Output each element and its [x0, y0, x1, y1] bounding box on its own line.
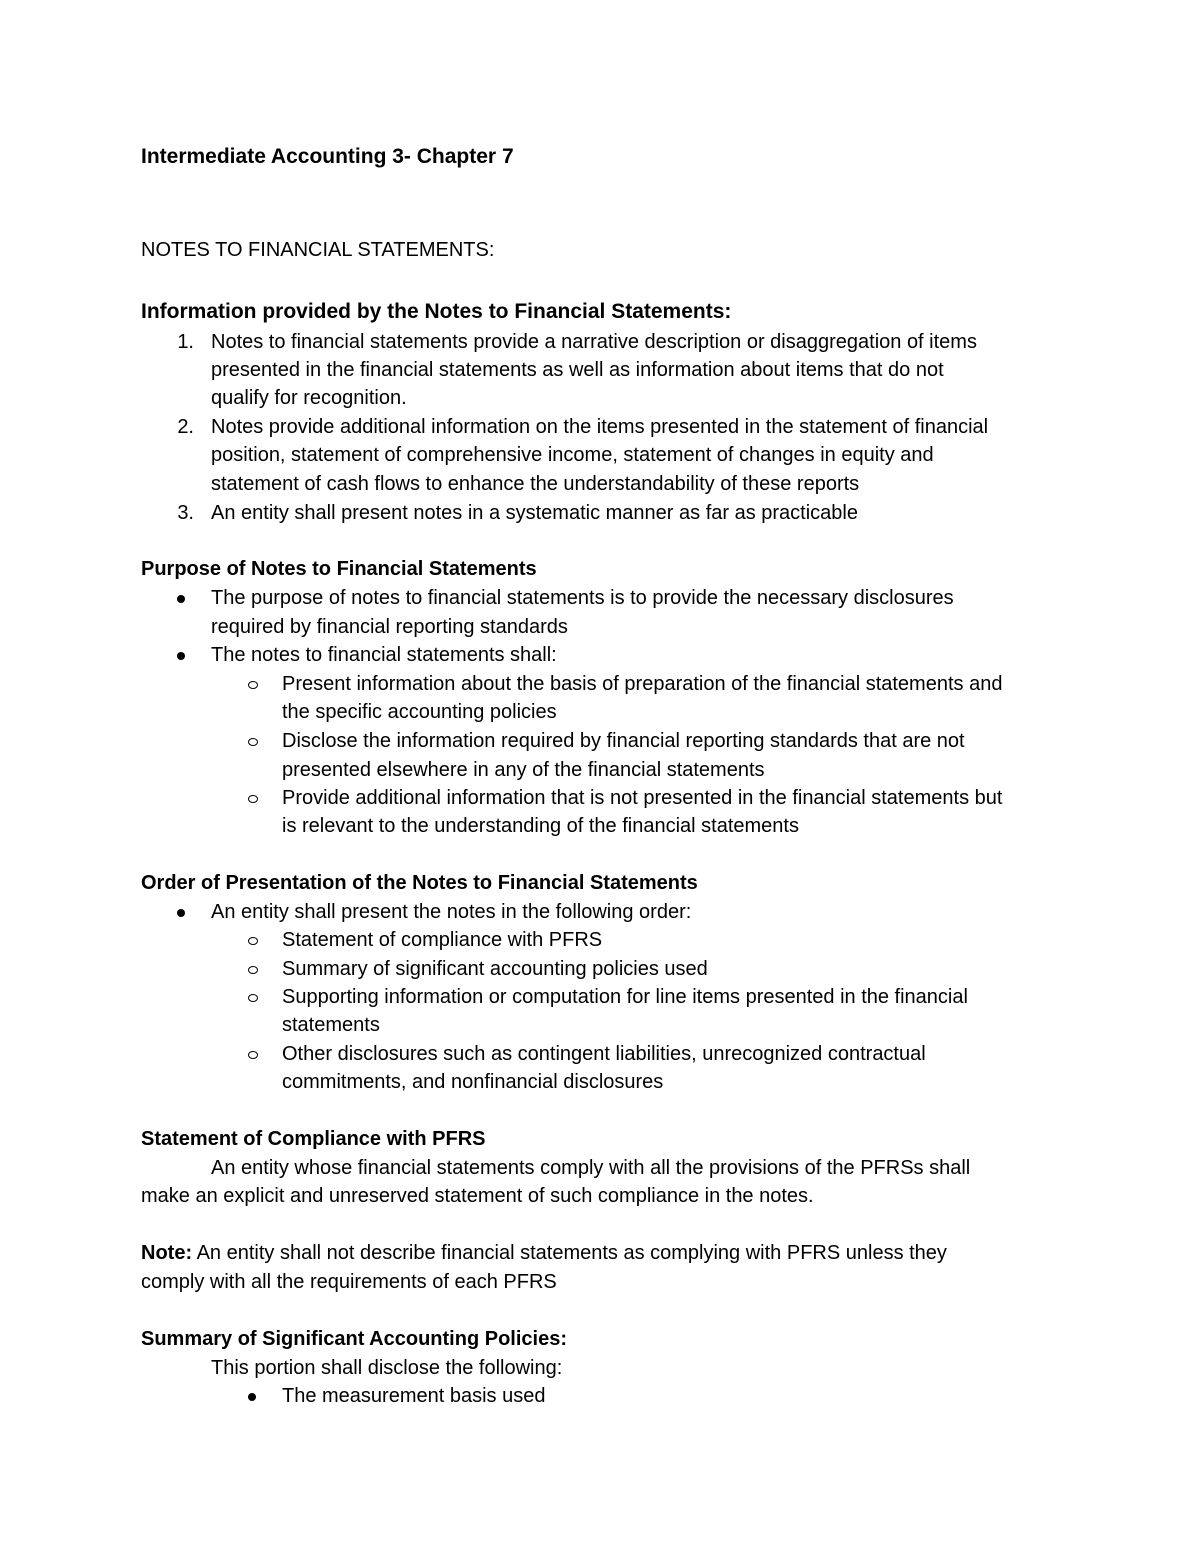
list-item-text: Notes to financial statements provide a narrative description or disaggregation of items — [211, 331, 977, 353]
bullet-circle-icon — [248, 937, 258, 945]
bullet-text: The measurement basis used — [282, 1385, 546, 1407]
summary-section-heading: Summary of Significant Accounting Policies: — [141, 1328, 567, 1350]
bullet-circle-icon — [248, 681, 258, 689]
list-item-text: Notes provide additional information on the items presented in the statement of financial — [211, 416, 989, 438]
list-number: 3. — [177, 502, 194, 524]
bullet-text: The notes to financial statements shall: — [211, 644, 557, 666]
bullet-circle-icon — [248, 994, 258, 1002]
paragraph-line: make an explicit and unreserved statement of such compliance in the notes. — [141, 1185, 814, 1207]
bullet-circle-icon — [248, 1051, 258, 1059]
sub-bullet-text: Disclose the information required by financial reporting standards that are not — [282, 730, 965, 752]
bullet-text: The purpose of notes to financial statements is to provide the necessary disclosures — [211, 587, 954, 609]
sub-bullet-text: Supporting information or computation for line items presented in the financial — [282, 986, 968, 1008]
bullet-disc-icon — [177, 909, 185, 917]
list-number: 1. — [177, 331, 194, 353]
sub-bullet-text: Provide additional information that is not presented in the financial statements but — [282, 787, 1003, 809]
summary-intro: This portion shall disclose the following: — [211, 1357, 563, 1379]
sub-bullet-text: is relevant to the understanding of the financial statements — [282, 815, 799, 837]
list-item-text: statement of cash flows to enhance the understandability of these reports — [211, 473, 860, 495]
list-number: 2. — [177, 416, 194, 438]
sub-bullet-text: presented elsewhere in any of the financial statements — [282, 759, 765, 781]
bullet-disc-icon — [177, 652, 185, 660]
sub-bullet-text: Summary of significant accounting policies used — [282, 958, 708, 980]
sub-bullet-text: statements — [282, 1014, 380, 1036]
course-title: Intermediate Accounting 3- Chapter 7 — [141, 145, 514, 168]
bullet-disc-icon — [177, 595, 185, 603]
bullet-circle-icon — [248, 795, 258, 803]
bullet-disc-icon — [248, 1393, 256, 1401]
paragraph-line: An entity whose financial statements comply with all the provisions of the PFRSs shall — [211, 1157, 971, 1179]
bullet-text: required by financial reporting standards — [211, 616, 568, 638]
list-item-text: An entity shall present notes in a systematic manner as far as practicable — [211, 502, 858, 524]
note-text: comply with all the requirements of each PFRS — [141, 1271, 557, 1293]
list-item-text: qualify for recognition. — [211, 387, 407, 409]
sub-bullet-text: commitments, and nonfinancial disclosures — [282, 1071, 664, 1093]
sub-bullet-text: Present information about the basis of preparation of the financial statements and — [282, 673, 1003, 695]
note-label: Note: — [141, 1242, 193, 1264]
sub-bullet-text: the specific accounting policies — [282, 701, 557, 723]
list-item-text: presented in the financial statements as well as information about items that do not — [211, 359, 944, 381]
sub-bullet-text: Other disclosures such as contingent liabilities, unrecognized contractual — [282, 1043, 926, 1065]
order-section-heading: Order of Presentation of the Notes to Financial Statements — [141, 872, 698, 894]
main-heading: NOTES TO FINANCIAL STATEMENTS: — [141, 239, 495, 261]
list-item-text: position, statement of comprehensive income, statement of changes in equity and — [211, 444, 934, 466]
sub-bullet-text: Statement of compliance with PFRS — [282, 929, 603, 951]
purpose-section-heading: Purpose of Notes to Financial Statements — [141, 558, 537, 580]
bullet-text: An entity shall present the notes in the following order: — [211, 901, 692, 923]
note-text: An entity shall not describe financial statements as complying with PFRS unless they — [192, 1242, 947, 1264]
info-section-heading: Information provided by the Notes to Financial Statements: — [141, 300, 732, 323]
bullet-circle-icon — [248, 738, 258, 746]
bullet-circle-icon — [248, 966, 258, 974]
compliance-section-heading: Statement of Compliance with PFRS — [141, 1128, 486, 1150]
note-paragraph — [141, 1239, 947, 1267]
